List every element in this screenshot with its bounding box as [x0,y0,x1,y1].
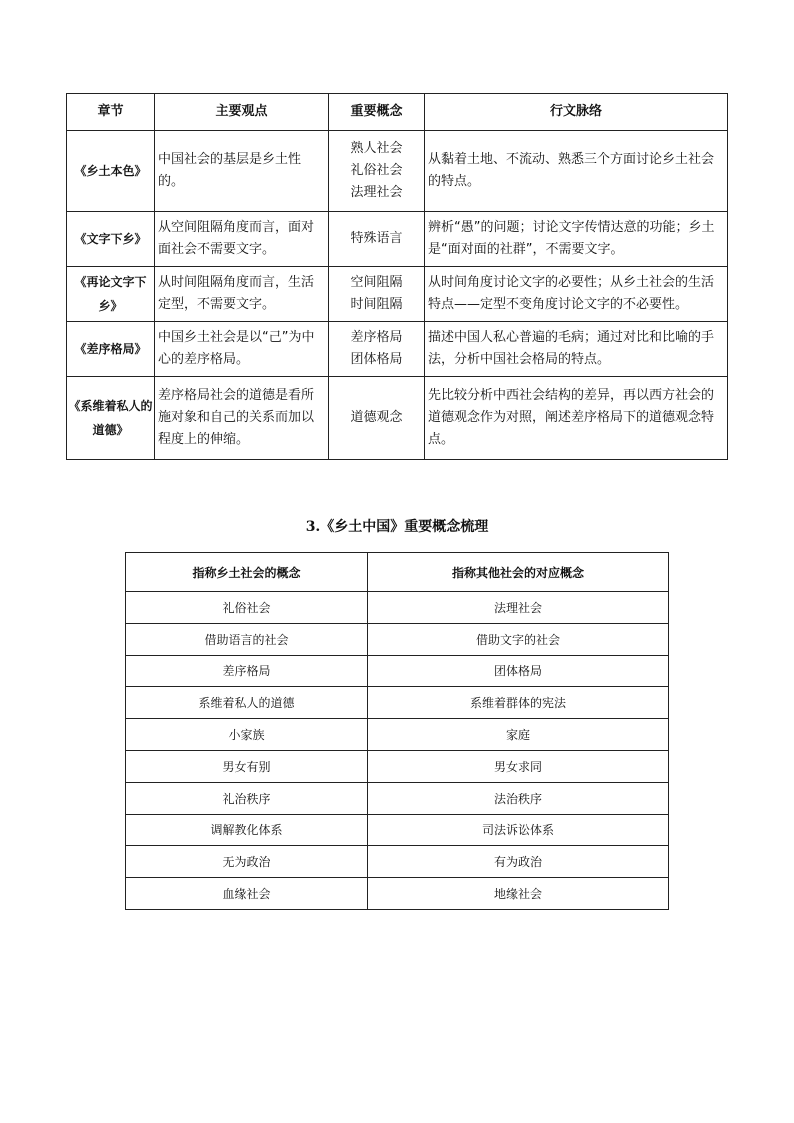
rural-concept-cell: 血缘社会 [126,878,368,910]
chapter-cell: 《再论文字下乡》 [67,267,155,322]
rural-concept-cell: 无为政治 [126,846,368,878]
concept-cell [329,267,425,322]
rural-concept-cell: 小家族 [126,719,368,751]
table-row [126,719,669,751]
table-row [126,782,669,814]
section-title: 3.《乡土中国》重要概念梳理 [305,519,489,535]
rural-concept-cell: 借助语言的社会 [126,623,368,655]
table-row [126,655,669,687]
context-cell: 从时间角度讨论文字的必要性；从乡土社会的生活特点——定型不变角度讨论文字的不必要性。 [425,267,728,322]
context-cell: 描述中国人私心普遍的毛病；通过对比和比喻的手法，分析中国社会格局的特点。 [425,322,728,377]
table-row [67,322,728,377]
other-concept-cell: 法治秩序 [368,782,669,814]
concept-cell [329,377,425,460]
header-context: 行文脉络 [425,94,728,131]
context-cell: 先比较分析中西社会结构的差异，再以西方社会的道德观念作为对照，阐述差序格局下的道德观念特点。 [425,377,728,460]
concept-item: 熟人社会 [350,141,403,156]
table-row [126,750,669,782]
rural-concept-cell: 礼俗社会 [126,592,368,624]
other-concept-cell: 借助文字的社会 [368,623,669,655]
concept-cell [329,212,425,267]
concept-item: 道德观念 [350,410,403,425]
concept-item: 礼俗社会 [350,163,403,178]
view-cell: 从空间阻隔角度而言，面对面社会不需要文字。 [155,212,329,267]
context-cell: 从黏着土地、不流动、熟悉三个方面讨论乡土社会的特点。 [425,131,728,212]
other-concept-cell: 家庭 [368,719,669,751]
table-row [67,212,728,267]
table-header-row [67,94,728,131]
rural-concept-cell: 男女有别 [126,750,368,782]
chapter-cell: 《文字下乡》 [67,212,155,267]
concept-item: 差序格局 [350,330,403,345]
other-concept-cell: 地缘社会 [368,878,669,910]
header-chapter: 章节 [67,94,155,131]
other-concept-cell: 男女求同 [368,750,669,782]
table-header-row [126,553,669,592]
chapter-summary-table [66,93,728,460]
table-row [126,814,669,846]
table-row [126,687,669,719]
concept-cell [329,322,425,377]
table-row [126,878,669,910]
other-concept-cell: 有为政治 [368,846,669,878]
concept-item: 特殊语言 [350,231,403,246]
concept-item: 团体格局 [350,352,403,367]
other-concept-cell: 团体格局 [368,655,669,687]
header-key-concepts: 重要概念 [329,94,425,131]
chapter-cell: 《乡土本色》 [67,131,155,212]
chapter-cell: 《差序格局》 [67,322,155,377]
concept-cell [329,131,425,212]
header-main-view: 主要观点 [155,94,329,131]
other-concept-cell: 法理社会 [368,592,669,624]
view-cell: 差序格局社会的道德是看所施对象和自己的关系而加以程度上的伸缩。 [155,377,329,460]
rural-concept-cell: 系维着私人的道德 [126,687,368,719]
concept-comparison-table [125,552,669,910]
other-concept-cell: 司法诉讼体系 [368,814,669,846]
concept-item: 法理社会 [350,185,403,200]
table-row [126,623,669,655]
view-cell: 从时间阻隔角度而言，生活定型，不需要文字。 [155,267,329,322]
header-other-concepts: 指称其他社会的对应概念 [368,553,669,592]
table-row [67,267,728,322]
table-row [67,131,728,212]
concept-item: 空间阻隔 [350,275,403,290]
rural-concept-cell: 礼治秩序 [126,782,368,814]
header-rural-concepts: 指称乡土社会的概念 [126,553,368,592]
rural-concept-cell: 调解教化体系 [126,814,368,846]
table-row [67,377,728,460]
chapter-cell: 《系维着私人的道德》 [67,377,155,460]
table-row [126,846,669,878]
view-cell: 中国乡土社会是以“己”为中心的差序格局。 [155,322,329,377]
table-row [126,592,669,624]
rural-concept-cell: 差序格局 [126,655,368,687]
context-cell: 辨析“愚”的问题；讨论文字传情达意的功能；乡土是“面对面的社群”，不需要文字。 [425,212,728,267]
other-concept-cell: 系维着群体的宪法 [368,687,669,719]
view-cell: 中国社会的基层是乡土性的。 [155,131,329,212]
concept-item: 时间阻隔 [350,297,403,312]
